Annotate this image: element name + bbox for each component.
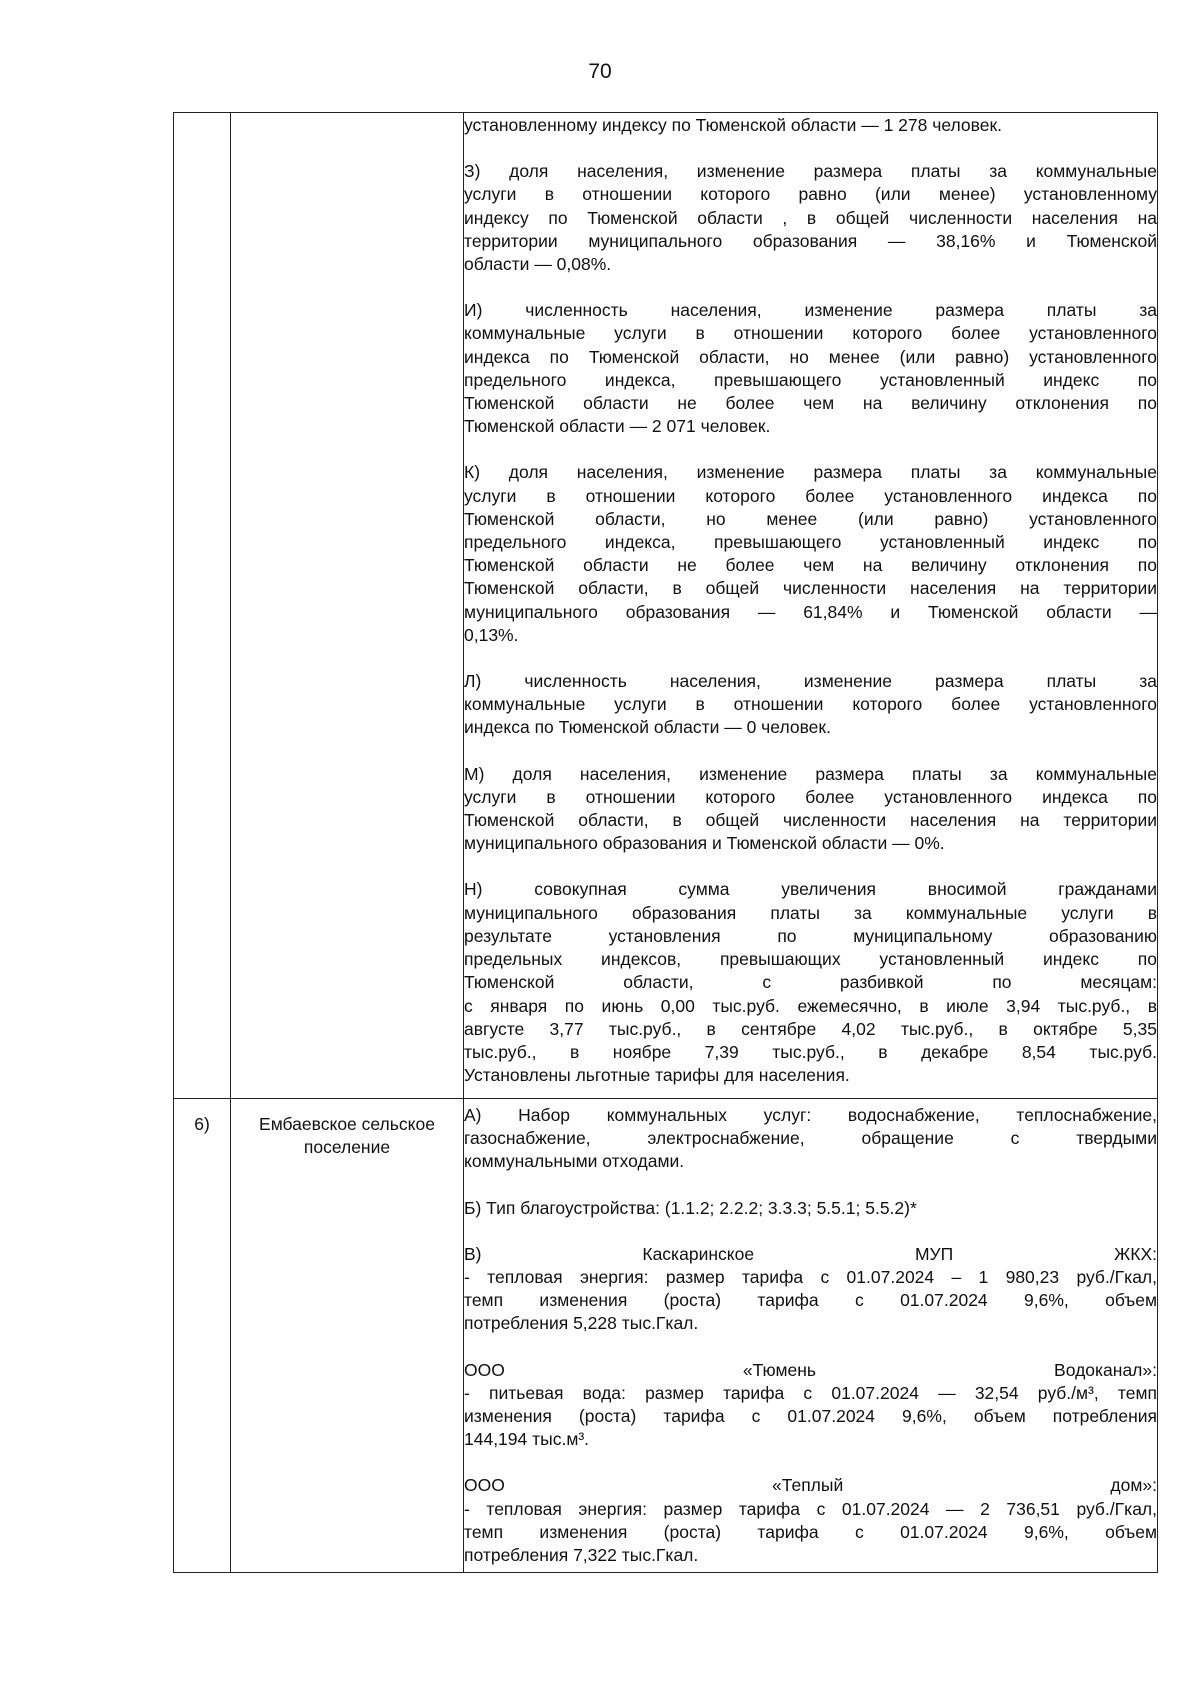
- paragraph: [464, 299, 1157, 438]
- table-row: [174, 113, 1158, 1099]
- paragraph: [464, 1474, 1157, 1567]
- text-line: Тюменской области не более чем на величину отклонения по: [464, 393, 1157, 414]
- text-line: З) доля населения, изменение размера платы за коммунальные: [464, 161, 1157, 182]
- text-line: Тюменской области, но менее (или равно) установленного: [464, 508, 1157, 529]
- text-line: услуги в отношении которого равно (или менее) установленному: [464, 184, 1157, 205]
- text-line: августе 3,77 тыс.руб., в сентябре 4,02 тыс.руб., в октябре 5,35: [464, 1018, 1157, 1039]
- text-line: Б) Тип благоустройства: (1.1.2; 2.2.2; 3.3.3; 5.5.1; 5.5.2)*: [464, 1197, 917, 1218]
- text-line: индексу по Тюменской области , в общей численности населения на: [464, 207, 1157, 228]
- text-line: коммунальными отходами.: [464, 1151, 685, 1172]
- description-cell: [464, 1099, 1158, 1573]
- text-line: коммунальные услуги в отношении которого более установленного: [464, 323, 1157, 344]
- paragraph: [464, 1359, 1157, 1452]
- text-line: территории муниципального образования — 38,16% и Тюменской: [464, 230, 1157, 251]
- text-line: муниципального образования и Тюменской области — 0%.: [464, 833, 945, 854]
- text-line: Тюменской области, с разбивкой по месяцам:: [464, 972, 1157, 993]
- text-line: предельного индекса, превышающего установленный индекс по: [464, 369, 1157, 390]
- description-body: [464, 1104, 1157, 1567]
- paragraph: [464, 160, 1157, 276]
- text-line: потребления 7,322 тыс.Гкал.: [464, 1545, 699, 1566]
- text-line: потребления 5,228 тыс.Гкал.: [464, 1313, 699, 1334]
- paragraph: [464, 114, 1157, 137]
- page-number: 70: [588, 60, 612, 83]
- text-line: индекса по Тюменской области — 0 человек.: [464, 717, 831, 738]
- text-line: Л) численность населения, изменение размера платы за: [464, 671, 1157, 692]
- text-line: ООО «Тюмень Водоканал»:: [464, 1359, 1157, 1380]
- text-line: области — 0,08%.: [464, 254, 612, 275]
- text-line: результате установления по муниципальному образованию: [464, 925, 1157, 946]
- description-body: [464, 114, 1157, 1087]
- text-line: услуги в отношении которого более установленного индекса по: [464, 485, 1157, 506]
- text-line: предельного индекса, превышающего установленный индекс по: [464, 532, 1157, 553]
- paragraph: [464, 461, 1157, 647]
- text-line: - тепловая энергия: размер тарифа с 01.07.2024 – 1 980,23 руб./Гкал,: [464, 1267, 1157, 1288]
- text-line: индекса по Тюменской области, но менее (или равно) установленного: [464, 346, 1157, 367]
- document-table: [173, 112, 1158, 1573]
- text-line: муниципального образования платы за коммунальные услуги в: [464, 902, 1157, 923]
- text-line: Н) совокупная сумма увеличения вносимой гражданами: [464, 879, 1157, 900]
- table-row: [174, 1099, 1158, 1573]
- text-line: Тюменской области не более чем на величину отклонения по: [464, 555, 1157, 576]
- paragraph: [464, 670, 1157, 740]
- text-line: - питьевая вода: размер тарифа с 01.07.2024 — 32,54 руб./м³, темп: [464, 1382, 1157, 1403]
- text-line: темп изменения (роста) тарифа с 01.07.2024 9,6%, объем: [464, 1290, 1157, 1311]
- municipality-name-cell: [231, 113, 464, 1099]
- row-number-cell: [174, 1099, 231, 1573]
- text-line: Тюменской области, в общей численности населения на территории: [464, 578, 1157, 599]
- municipality-name-cell: [231, 1099, 464, 1573]
- text-line: В) Каскаринское МУП ЖКХ:: [464, 1243, 1157, 1264]
- municipality-name: [231, 113, 463, 127]
- text-line: 144,194 тыс.м³.: [464, 1429, 590, 1450]
- text-line: Тюменской области — 2 071 человек.: [464, 416, 771, 437]
- text-line: К) доля населения, изменение размера платы за коммунальные: [464, 462, 1157, 483]
- text-line: газоснабжение, электроснабжение, обращение с твердыми: [464, 1128, 1157, 1149]
- text-line: Тюменской области, в общей численности населения на территории: [464, 810, 1157, 831]
- paragraph: [464, 878, 1157, 1087]
- municipality-name: Ембаевское сельское поселение: [259, 1114, 435, 1158]
- text-line: с января по июнь 0,00 тыс.руб. ежемесячно, в июле 3,94 тыс.руб., в: [464, 995, 1157, 1016]
- text-line: Установлены льготные тарифы для населения.: [464, 1065, 850, 1086]
- text-line: услуги в отношении которого более установленного индекса по: [464, 786, 1157, 807]
- paragraph: [464, 1243, 1157, 1336]
- text-line: - тепловая энергия: размер тарифа с 01.07.2024 — 2 736,51 руб./Гкал,: [464, 1498, 1157, 1519]
- text-line: темп изменения (роста) тарифа с 01.07.2024 9,6%, объем: [464, 1521, 1157, 1542]
- row-number: [174, 113, 230, 127]
- row-number-cell: [174, 113, 231, 1099]
- text-line: установленному индексу по Тюменской области — 1 278 человек.: [464, 115, 1003, 135]
- text-line: тыс.руб., в ноябре 7,39 тыс.руб., в декабре 8,54 тыс.руб.: [464, 1041, 1157, 1062]
- text-line: изменения (роста) тарифа с 01.07.2024 9,6%, объем потребления: [464, 1406, 1157, 1427]
- text-line: ООО «Теплый дом»:: [464, 1475, 1157, 1496]
- text-line: предельных индексов, превышающих установленный индекс по: [464, 949, 1157, 970]
- paragraph: [464, 1104, 1157, 1174]
- text-line: И) численность населения, изменение размера платы за: [464, 300, 1157, 321]
- text-line: М) доля населения, изменение размера платы за коммунальные: [464, 763, 1157, 784]
- description-cell: [464, 113, 1158, 1099]
- text-line: 0,13%.: [464, 624, 519, 645]
- text-line: коммунальные услуги в отношении которого более установленного: [464, 694, 1157, 715]
- text-line: муниципального образования — 61,84% и Тюменской области —: [464, 601, 1157, 622]
- paragraph: [464, 763, 1157, 856]
- paragraph: [464, 1197, 1157, 1220]
- text-line: А) Набор коммунальных услуг: водоснабжение, теплоснабжение,: [464, 1105, 1157, 1125]
- row-number: 6): [194, 1114, 210, 1134]
